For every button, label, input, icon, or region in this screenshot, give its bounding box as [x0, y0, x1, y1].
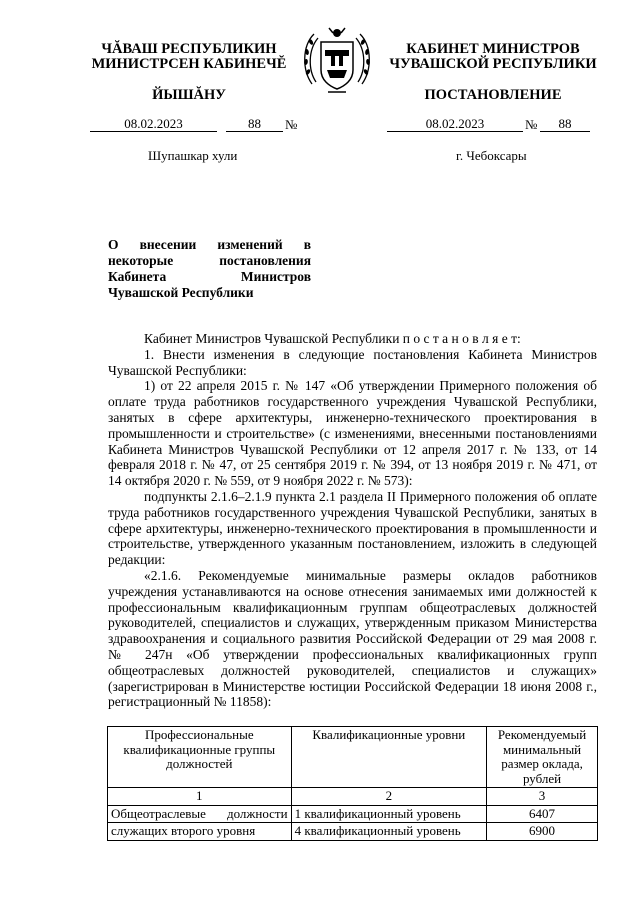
- table-level: 1 квалификационный уровень: [291, 805, 487, 823]
- right-doc-type: ПОСТАНОВЛЕНИЕ: [424, 87, 562, 103]
- left-header-line2: МИНИСТРСЕН КАБИНЕЧĔ: [91, 56, 287, 72]
- right-header-line2: ЧУВАШСКОЙ РЕСПУБЛИКИ: [389, 56, 597, 72]
- table-col-number: 2: [291, 788, 487, 806]
- left-doc-type: ЙЫШĂНУ: [152, 87, 226, 103]
- table-header-group: Профессиональные квалификационные группы должностей: [108, 727, 292, 788]
- paragraph-subitems: подпункты 2.1.6–2.1.9 пункта 2.1 раздела II Примерного положения об оплате труда работников государственного учреждения Чувашской Республики, занятых в сфере архитектуры, инженерно-технического проектирования в промышленности и строительстве, утвержденного указанным постановлением, изложить в следующей редакции:: [108, 488, 597, 568]
- paragraph-1: 1. Внести изменения в следующие постановления Кабинета Министров Чувашской Республики:: [108, 346, 597, 378]
- table-col-number: 1: [108, 788, 292, 806]
- right-date: 08.02.2023: [387, 117, 523, 132]
- table-group-name-line1: Общеотраслевые должности: [108, 805, 292, 823]
- table-salary: 6407: [487, 805, 598, 823]
- right-header: [384, 42, 602, 72]
- paragraph-1-1: 1) от 22 апреля 2015 г. № 147 «Об утверждении Примерного положения об оплате труда работников государственного учреждения Чувашской Республики, занятых в сфере архитектуры, инженерно-технического проектирования в промышленности и строительстве» (с изменениями, внесенными постановлениями Кабинета Министров Чувашской Республики от 12 апреля 2017 г. № 133, от 14 февраля 2018 г. № 47, от 25 сентября 2019 г. № 394, от 13 ноября 2019 г. № 471, от 14 октября 2020 г. № 559, от 9 ноября 2022 г. № 573):: [108, 378, 597, 489]
- table-salary: 6900: [487, 823, 598, 841]
- left-date: 08.02.2023: [90, 117, 217, 132]
- paragraph-preamble: Кабинет Министров Чувашской Республики п о с т а н о в л я е т:: [144, 331, 521, 346]
- coat-of-arms-emblem: [298, 20, 376, 100]
- table-level: 4 квалификационный уровень: [291, 823, 487, 841]
- paragraph-2-1-6: «2.1.6. Рекомендуемые минимальные размеры окладов работников учреждения устанавливаются на основе отнесения занимаемых ими должностей к профессиональным квалификационным группам общеотраслевых должностей руководителей, специалистов и служащих, утвержденным приказом Министерства здравоохранения и социального развития Российской Федерации от 29 мая 2008 г. № 247н «Об утверждении профессиональных квалификационных групп общеотраслевых должностей руководителей, специалистов и служащих» (зарегистрирован в Министерстве юстиции Российской Федерации 18 июня 2008 г., регистрационный № 11858):: [108, 567, 597, 710]
- left-city: Шупашкар хули: [148, 148, 238, 163]
- left-header: [80, 42, 298, 72]
- document-title: О внесении изменений в некоторые постановления Кабинета Министров Чувашской Республики: [108, 237, 311, 300]
- table-header-salary: Рекомендуемый минимальный размер оклада, рублей: [487, 727, 598, 788]
- salary-table: [107, 726, 598, 841]
- table-row: [108, 805, 598, 823]
- right-header-line1: КАБИНЕТ МИНИСТРОВ: [406, 41, 580, 57]
- right-number: 88: [540, 117, 590, 132]
- table-row: [108, 823, 598, 841]
- table-col-number: 3: [487, 788, 598, 806]
- table-header-row: [108, 727, 598, 788]
- right-number-sign: №: [525, 117, 538, 132]
- left-number-sign: №: [285, 117, 298, 132]
- right-city: г. Чебоксары: [456, 148, 527, 163]
- table-number-row: [108, 788, 598, 806]
- left-number: 88: [226, 117, 283, 132]
- document-body: [108, 331, 597, 710]
- table-group-name-line2: служащих второго уровня: [108, 823, 292, 841]
- table-header-level: Квалификационные уровни: [291, 727, 487, 788]
- left-header-line1: ЧĂВАШ РЕСПУБЛИКИН: [101, 41, 277, 57]
